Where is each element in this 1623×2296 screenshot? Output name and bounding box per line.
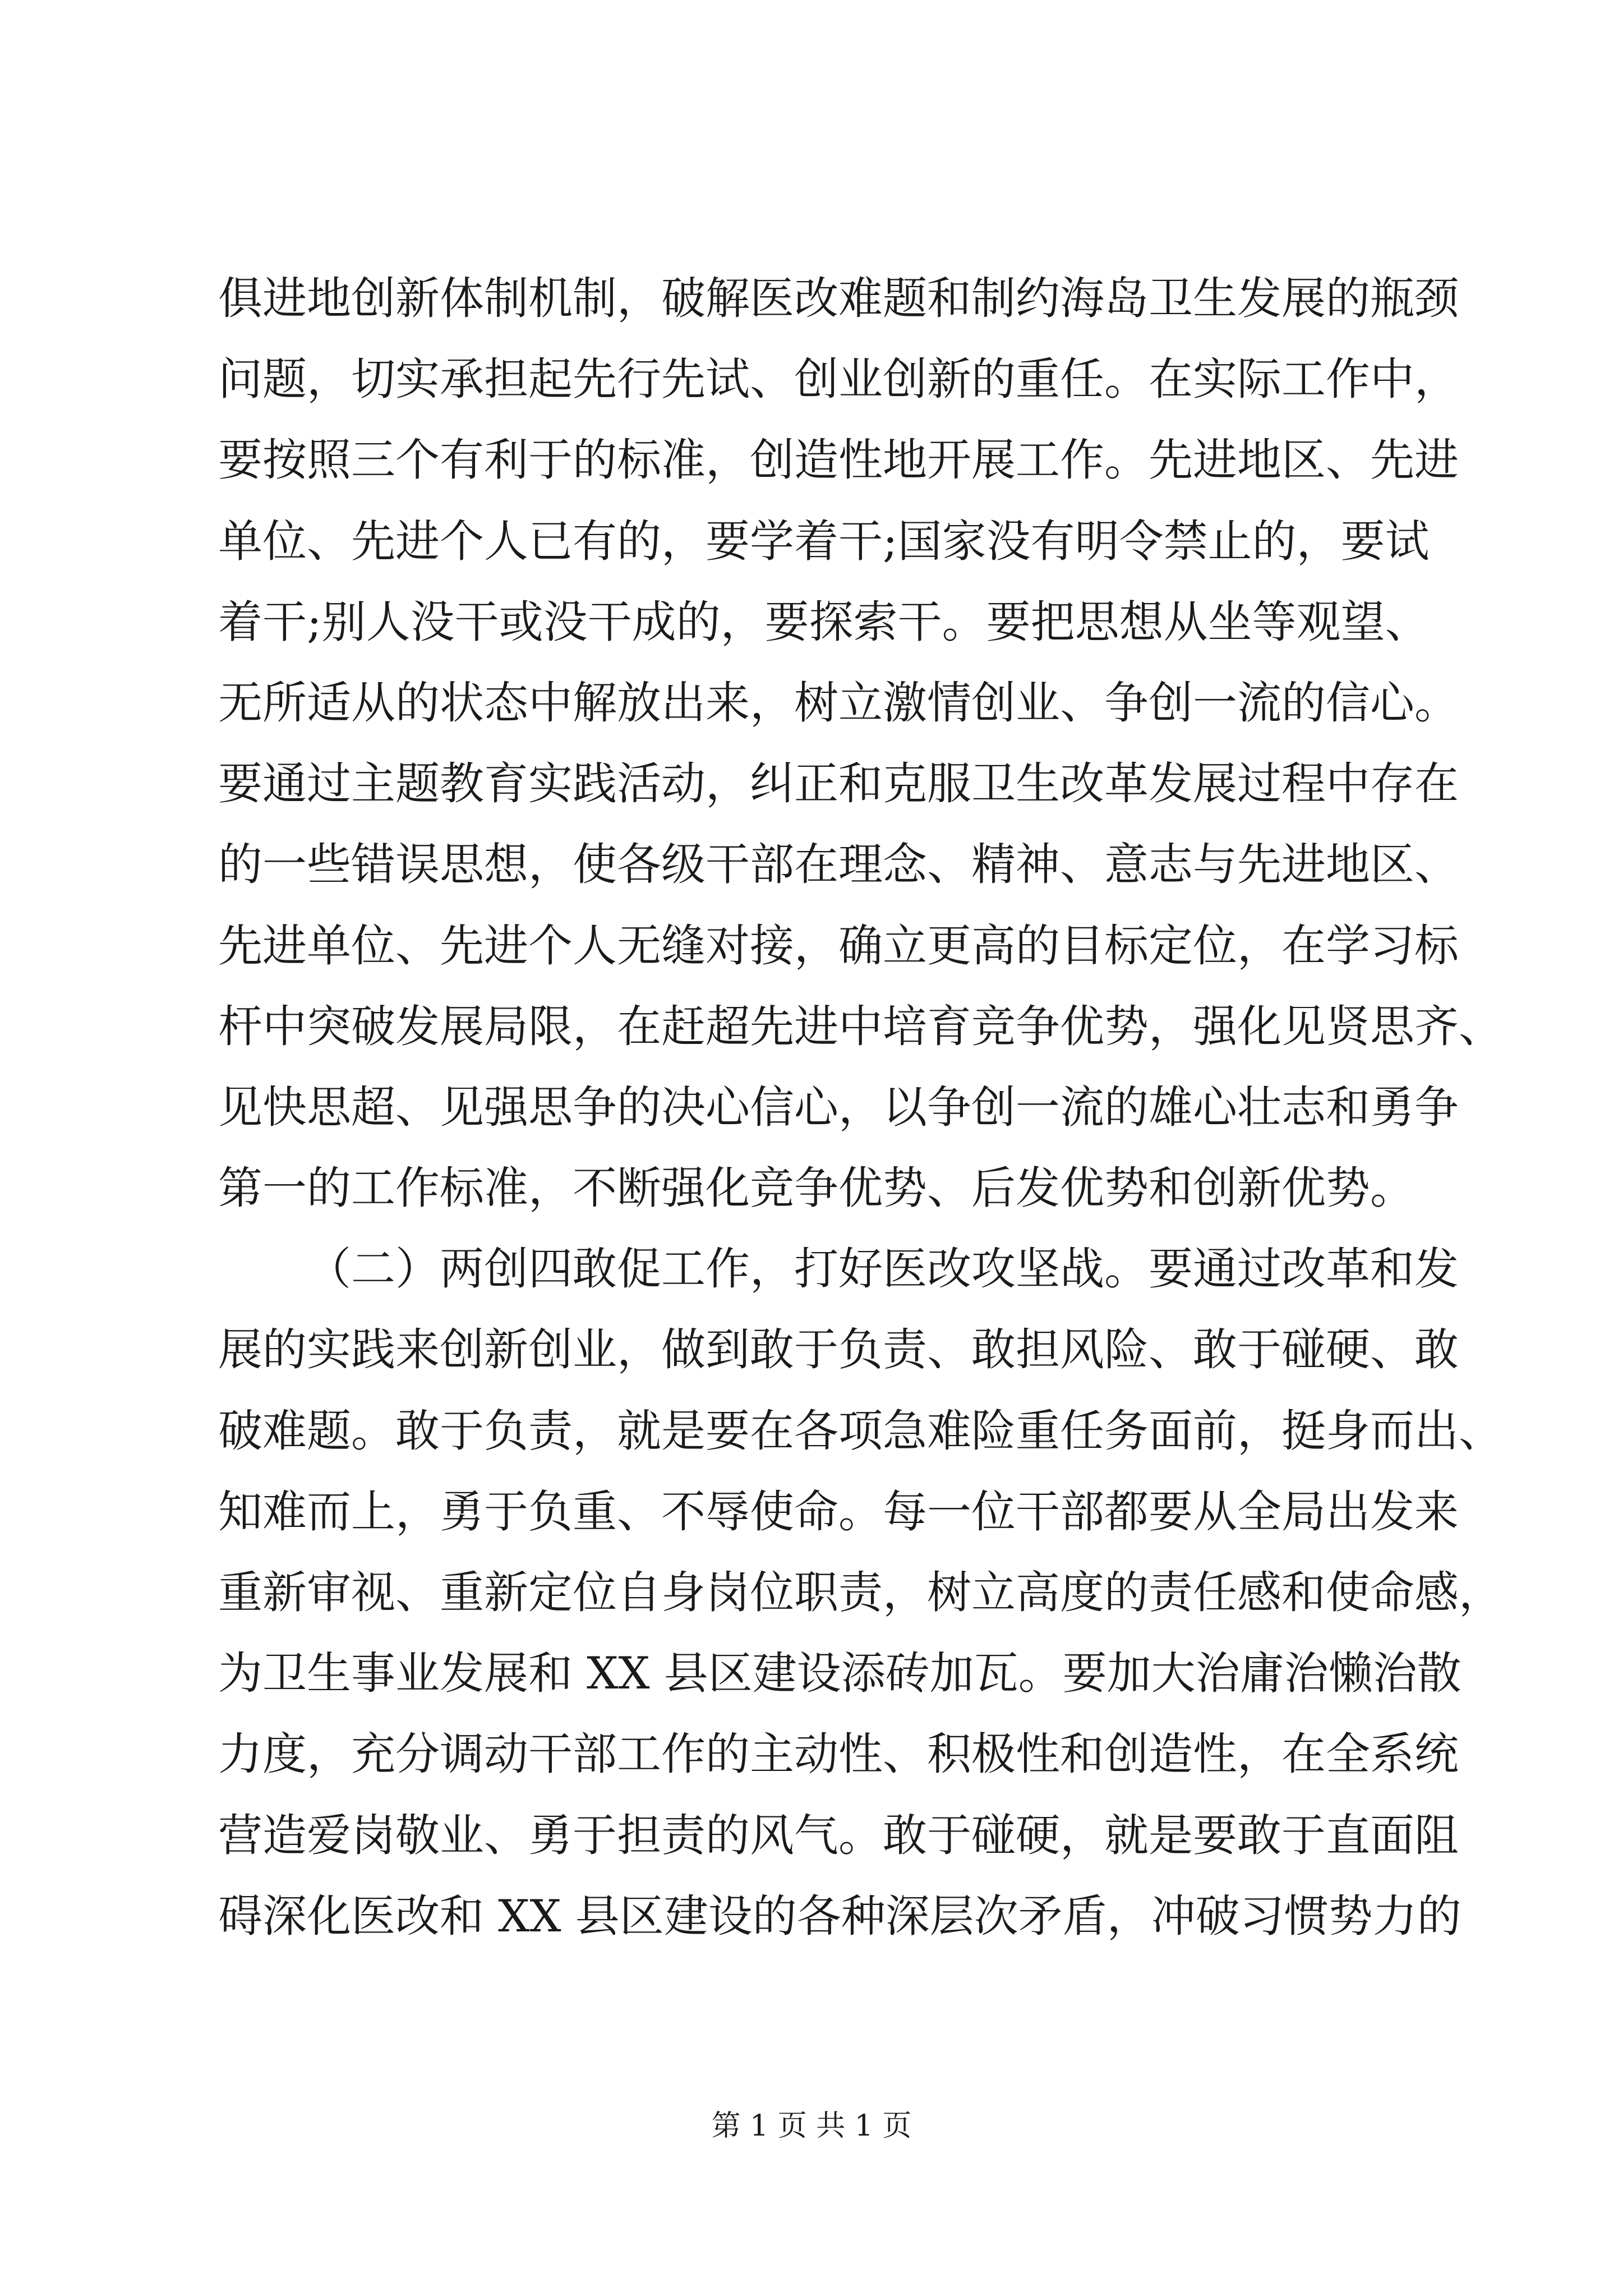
text-line-4: 单位、先进个人已有的，要学着干;国家没有明令禁止的，要试 [218,515,1430,567]
text-line-9: 先进单位、先进个人无缝对接，确立更高的目标定位，在学习标 [218,919,1459,972]
text-line-8: 的一些错误思想，使各级干部在理念、精神、意志与先进地区、 [218,839,1459,891]
text-line-12: 第一的工作标准，不断强化竞争优势、后发优势和创新优势。 [218,1162,1414,1214]
text-line-20: 营造爱岗敬业、勇于担责的风气。敢于碰硬，就是要敢于直面阻 [218,1809,1459,1861]
text-line-18: 为卫生事业发展和 XX 县区建设添砖加瓦。要加大治庸治懒治散 [218,1648,1461,1700]
text-line-14: 展的实践来创新创业，做到敢于负责、敢担风险、敢于碰硬、敢 [218,1324,1459,1376]
body-text [218,258,1503,1957]
text-line-5: 着干;别人没干或没干成的，要探索干。要把思想从坐等观望、 [218,596,1430,648]
text-line-17: 重新审视、重新定位自身岗位职责，树立高度的责任感和使命感， [218,1567,1503,1618]
text-line-10: 杆中突破发展局限，在赶超先进中培育竞争优势，强化见贤思齐、 [218,1000,1503,1052]
text-line-1: 俱进地创新体制机制，破解医改难题和制约海岛卫生发展的瓶颈 [218,273,1459,324]
text-line-7: 要通过主题教育实践活动，纠正和克服卫生改革发展过程中存在 [218,758,1459,810]
text-line-2: 问题，切实承担起先行先试、创业创新的重任。在实际工作中， [218,353,1459,406]
section-heading-line: （二）两创四敢促工作，打好医改攻坚战。要通过改革和发 [307,1243,1459,1295]
text-line-19: 力度，充分调动干部工作的主动性、积极性和创造性，在全系统 [218,1728,1459,1780]
text-line-16: 知难而上，勇于负重、不辱使命。每一位干部都要从全局出发来 [218,1485,1459,1538]
text-line-11: 见快思超、见强思争的决心信心，以争创一流的雄心壮志和勇争 [218,1081,1459,1133]
page-footer [0,2106,1623,2146]
text-line-15: 破难题。敢于负责，就是要在各项急难险重任务面前，挺身而出、 [218,1405,1503,1457]
text-line-3: 要按照三个有利于的标准，创造性地开展工作。先进地区、先进 [218,434,1459,486]
text-line-6: 无所适从的状态中解放出来，树立激情创业、争创一流的信心。 [218,677,1459,729]
text-line-21: 碍深化医改和 XX 县区建设的各种深层次矛盾，冲破习惯势力的 [218,1890,1461,1942]
page-number: 第 1 页 共 1 页 [711,2109,912,2143]
